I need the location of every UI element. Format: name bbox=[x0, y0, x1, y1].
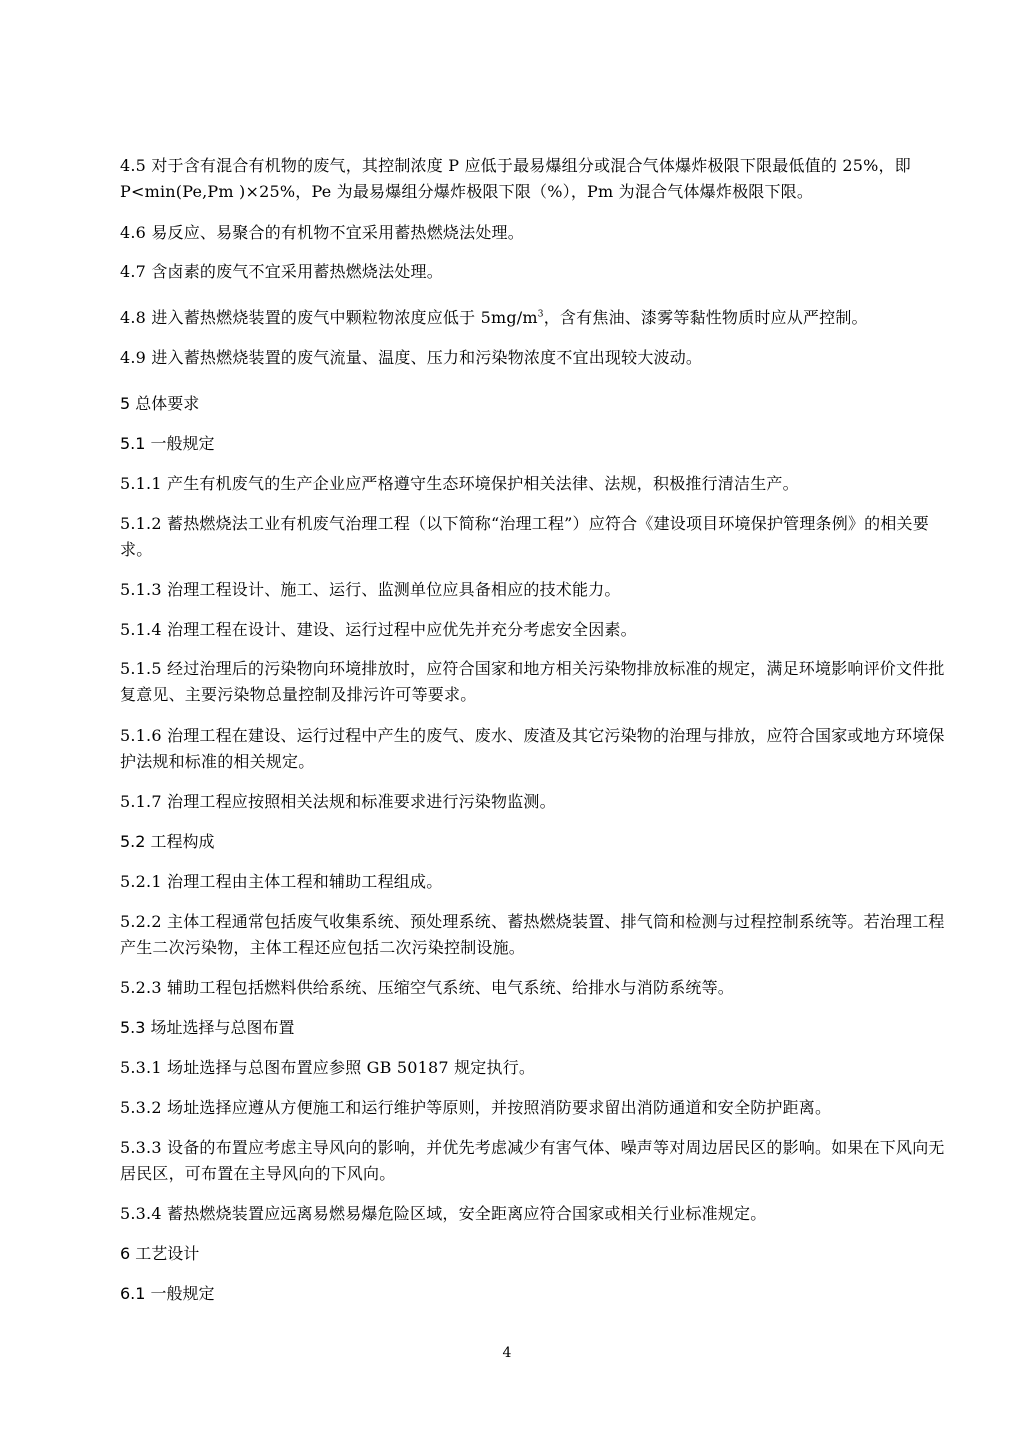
clause-4-8 bbox=[120, 305, 955, 331]
clause-5-3-2: 5.3.2 场址选择应遵从方便施工和运行维护等原则，并按照消防要求留出消防通道和安全防护距离。 bbox=[120, 1098, 832, 1117]
section-6-heading: 6 工艺设计 bbox=[120, 1244, 200, 1263]
page-number: 4 bbox=[502, 1345, 512, 1361]
section-5-2-heading: 5.2 工程构成 bbox=[120, 832, 215, 851]
section-6-1-heading: 6.1 一般规定 bbox=[120, 1284, 215, 1303]
clause-5-1-3: 5.1.3 治理工程设计、施工、运行、监测单位应具备相应的技术能力。 bbox=[120, 580, 621, 599]
clause-5-2-1: 5.2.1 治理工程由主体工程和辅助工程组成。 bbox=[120, 872, 443, 891]
clause-5-1-6: 5.1.6 治理工程在建设、运行过程中产生的废气、废水、废渣及其它污染物的治理与排放，应符合国家或地方环境保护法规和标准的相关规定。 bbox=[120, 726, 945, 771]
clause-4-9: 4.9 进入蓄热燃烧装置的废气流量、温度、压力和污染物浓度不宜出现较大波动。 bbox=[120, 348, 703, 367]
clause-4-7: 4.7 含卤素的废气不宜采用蓄热燃烧法处理。 bbox=[120, 262, 443, 281]
clause-5-2-2: 5.2.2 主体工程通常包括废气收集系统、预处理系统、蓄热燃烧装置、排气筒和检测与过程控制系统等。若治理工程产生二次污染物，主体工程还应包括二次污染控制设施。 bbox=[120, 912, 945, 957]
section-5-1-heading: 5.1 一般规定 bbox=[120, 434, 215, 453]
clause-5-1-4: 5.1.4 治理工程在设计、建设、运行过程中应优先并充分考虑安全因素。 bbox=[120, 620, 637, 639]
clause-4-8-superscript: 3 bbox=[537, 309, 544, 320]
clause-5-1-7: 5.1.7 治理工程应按照相关法规和标准要求进行污染物监测。 bbox=[120, 792, 556, 811]
clause-5-3-4: 5.3.4 蓄热燃烧装置应远离易燃易爆危险区域，安全距离应符合国家或相关行业标准规定。 bbox=[120, 1204, 767, 1223]
clause-5-3-3: 5.3.3 设备的布置应考虑主导风向的影响，并优先考虑减少有害气体、噪声等对周边居民区的影响。如果在下风向无居民区，可布置在主导风向的下风向。 bbox=[120, 1138, 945, 1183]
clause-5-1-5: 5.1.5 经过治理后的污染物向环境排放时，应符合国家和地方相关污染物排放标准的规定，满足环境影响评价文件批复意见、主要污染物总量控制及排污许可等要求。 bbox=[120, 659, 945, 704]
clause-4-8-text-after: ，含有焦油、漆雾等黏性物质时应从严控制。 bbox=[543, 308, 868, 327]
clause-5-3-1: 5.3.1 场址选择与总图布置应参照 GB 50187 规定执行。 bbox=[120, 1058, 536, 1077]
section-5-heading: 5 总体要求 bbox=[120, 394, 200, 413]
section-5-3-heading: 5.3 场址选择与总图布置 bbox=[120, 1018, 295, 1037]
clause-5-1-2: 5.1.2 蓄热燃烧法工业有机废气治理工程（以下简称“治理工程”）应符合《建设项目环境保护管理条例》的相关要求。 bbox=[120, 514, 929, 559]
clause-4-6: 4.6 易反应、易聚合的有机物不宜采用蓄热燃烧法处理。 bbox=[120, 223, 524, 242]
clause-5-1-1: 5.1.1 产生有机废气的生产企业应严格遵守生态环境保护相关法律、法规，积极推行清洁生产。 bbox=[120, 474, 799, 493]
clause-5-2-3: 5.2.3 辅助工程包括燃料供给系统、压缩空气系统、电气系统、给排水与消防系统等。 bbox=[120, 978, 734, 997]
clause-4-5: 4.5 对于含有混合有机物的废气，其控制浓度 P 应低于最易爆组分或混合气体爆炸极限下限最低值的 25%，即 P<min(Pe,Pm )×25%，Pe 为最易爆组分爆炸极限下限（%），Pm 为混合气体爆炸极限下限。 bbox=[120, 156, 911, 201]
clause-4-8-text-before: 4.8 进入蓄热燃烧装置的废气中颗粒物浓度应低于 5mg/m bbox=[120, 308, 538, 327]
